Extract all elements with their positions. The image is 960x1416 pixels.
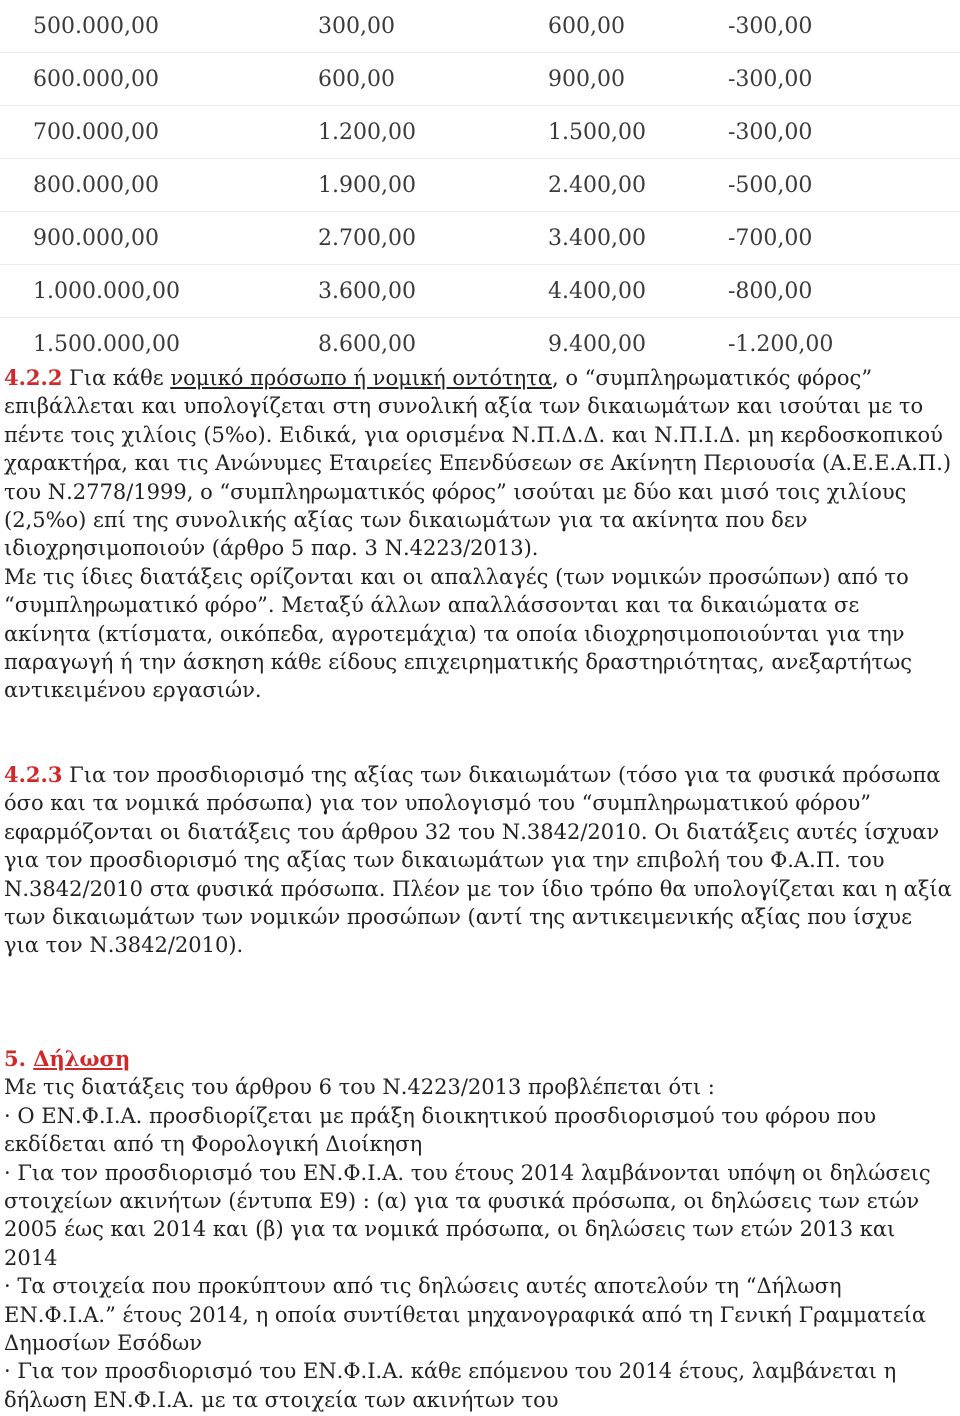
- table-row: [0, 212, 960, 265]
- table-cell: 600.000,00: [0, 53, 318, 106]
- section-4-2-3-paragraph: [4, 761, 952, 960]
- bullet-text: Τα στοιχεία που προκύπτουν από τις δηλώσεις αυτές αποτελούν τη “Δήλωση ΕΝ.Φ.Ι.Α.” έτους 2014, η οποία συντίθεται μηχανογραφικά από τη Γενική Γραμματεία Δημοσίων Εσόδων: [4, 1274, 927, 1356]
- section-4-2-2: [4, 364, 952, 705]
- section-4-2-3: [4, 761, 952, 960]
- table-cell: 600,00: [318, 53, 548, 106]
- bullet-text: Ο ΕΝ.Φ.Ι.Α. προσδιορίζεται με πράξη διοικητικού προσδιορισμού του φόρου που εκδίδεται από τη Φορολογική Διοίκηση: [4, 1103, 877, 1157]
- section-number: 4.2.3: [4, 762, 63, 787]
- table-cell: 3.600,00: [318, 265, 548, 318]
- section-title: Δήλωση: [33, 1046, 131, 1071]
- table-cell: -300,00: [728, 53, 960, 106]
- bullet-dot-icon: ·: [4, 1359, 11, 1384]
- section-5-heading: [4, 1045, 952, 1073]
- table-cell: -300,00: [728, 106, 960, 159]
- section-number: 5.: [4, 1046, 34, 1071]
- section-number: 4.2.2: [4, 365, 63, 390]
- table-cell: 9.400,00: [548, 331, 646, 357]
- tax-scale-table: [0, 0, 960, 370]
- table-row: [0, 265, 960, 318]
- table-cell: 1.900,00: [318, 159, 548, 212]
- table-cell: 1.000.000,00: [0, 265, 318, 318]
- table-cell: -700,00: [728, 212, 960, 265]
- section-text-body: Για τον προσδιορισμό της αξίας των δικαιωμάτων (τόσο για τα φυσικά πρόσωπα όσο και τα νομικά πρόσωπα) για τον υπολογισμό του “συμπληρωματικού φόρου” εφαρμόζονται οι διατάξεις του άρθρου 32 του Ν.3842/2010. Οι διατάξεις αυτές ίσχυαν για τον προσδιορισμό της αξίας των δικαιωμάτων για την επιβολή του Φ.Α.Π. του Ν.3842/2010 στα φυσικά πρόσωπα. Πλέον με τον ίδιο τρόπο θα υπολογίζεται και η αξία των δικαιωμάτων των νομικών προσώπων (αντί της αντικειμενικής αξίας που ίσχυε για τον Ν.3842/2010).: [4, 763, 952, 958]
- table-cell: -300,00: [728, 0, 960, 53]
- table-cell: 1.500.000,00: [33, 331, 180, 357]
- bullet-item: [4, 1102, 952, 1159]
- bullet-text: Για τον προσδιορισμό του ΕΝ.Φ.Ι.Α. κάθε επόμενου του 2014 έτους, λαμβάνεται η δήλωση ΕΝ.Φ.Ι.Α. με τα στοιχεία των ακινήτων του: [4, 1359, 897, 1412]
- table-cell: 2.400,00: [548, 159, 728, 212]
- table-cell: 4.400,00: [548, 265, 728, 318]
- legal-entity-link[interactable]: νομικό πρόσωπο ή νομική οντότητα: [170, 366, 553, 390]
- bullet-item: [4, 1272, 952, 1357]
- bullet-text: Για τον προσδιορισμό του ΕΝ.Φ.Ι.Α. του έτους 2014 λαμβάνονται υπόψη οι δηλώσεις στοιχείων ακινήτων (έντυπα Ε9) : (α) για τα φυσικά πρόσωπα, οι δηλώσεις των ετών 2005 έως και 2014 και (β) για τα νομικά πρόσωπα, οι δηλώσεις των ετών 2013 και 2014: [4, 1160, 931, 1270]
- bullet-item: [4, 1357, 952, 1414]
- table-cell: 500.000,00: [0, 0, 318, 53]
- section-4-2-2-paragraph: [4, 364, 952, 563]
- table-cell: 900.000,00: [0, 212, 318, 265]
- table-cell: -800,00: [728, 265, 960, 318]
- table-cell: 1.500,00: [548, 106, 728, 159]
- table-row: [0, 53, 960, 106]
- section-text-body: , ο “συμπληρωματικός φόρος” επιβάλλεται και υπολογίζεται στη συνολική αξία των δικαιωμάτων και ισούται με το πέντε τοις χιλίοις (5%ο). Ειδικά, για ορισμένα Ν.Π.Δ.Δ. και Ν.Π.Ι.Δ. μη κερδοσκοπικού χαρακτήρα, και τις Ανώνυμες Εταιρείες Επενδύσεων σε Ακίνητη Περιουσία (Α.Ε.Ε.Α.Π.) του Ν.2778/1999, ο “συμπληρωματικός φόρος” ισούται με δύο και μισό τοις χιλίους (2,5%ο) επί της συνολικής αξίας των δικαιωμάτων για τα ακίνητα που δεν ιδιοχρησιμοποιούν (άρθρο 5 παρ. 3 Ν.4223/2013).: [4, 366, 952, 561]
- bullet-dot-icon: ·: [4, 1160, 11, 1185]
- table-row: [0, 106, 960, 159]
- table-row: [0, 318, 960, 371]
- table-cell: 8.600,00: [318, 331, 416, 357]
- table-cell: 800.000,00: [0, 159, 318, 212]
- table-cell: -1.200,00: [728, 331, 834, 357]
- table-row: [0, 159, 960, 212]
- tax-scale-table-body: [0, 0, 960, 370]
- table-cell: -500,00: [728, 159, 960, 212]
- section-4-2-2-paragraph-2: Με τις ίδιες διατάξεις ορίζονται και οι απαλλαγές (των νομικών προσώπων) από το “συμπληρωματικό φόρο”. Μεταξύ άλλων απαλλάσσονται και τα δικαιώματα σε ακίνητα (κτίσματα, οικόπεδα, αγροτεμάχια) τα οποία ιδιοχρησιμοποιούνται για την παραγωγή ή την άσκηση κάθε είδους επιχειρηματικής δραστηριότητας, ανεξαρτήτως αντικειμένου εργασιών.: [4, 564, 912, 703]
- table-cell: 700.000,00: [0, 106, 318, 159]
- table-cell: 900,00: [548, 53, 728, 106]
- table-cell: 3.400,00: [548, 212, 728, 265]
- section-5: [4, 1045, 952, 1414]
- table-cell: 300,00: [318, 0, 548, 53]
- section-text-pre: Για κάθε: [62, 366, 171, 390]
- bullet-dot-icon: ·: [4, 1274, 11, 1299]
- table-row: [0, 0, 960, 53]
- bullet-item: [4, 1159, 952, 1273]
- table-cell: 2.700,00: [318, 212, 548, 265]
- table-cell: 600,00: [548, 0, 728, 53]
- bullet-dot-icon: ·: [4, 1103, 11, 1128]
- section-5-intro: Με τις διατάξεις του άρθρου 6 του Ν.4223/2013 προβλέπεται ότι :: [4, 1075, 715, 1100]
- table-cell: 1.200,00: [318, 106, 548, 159]
